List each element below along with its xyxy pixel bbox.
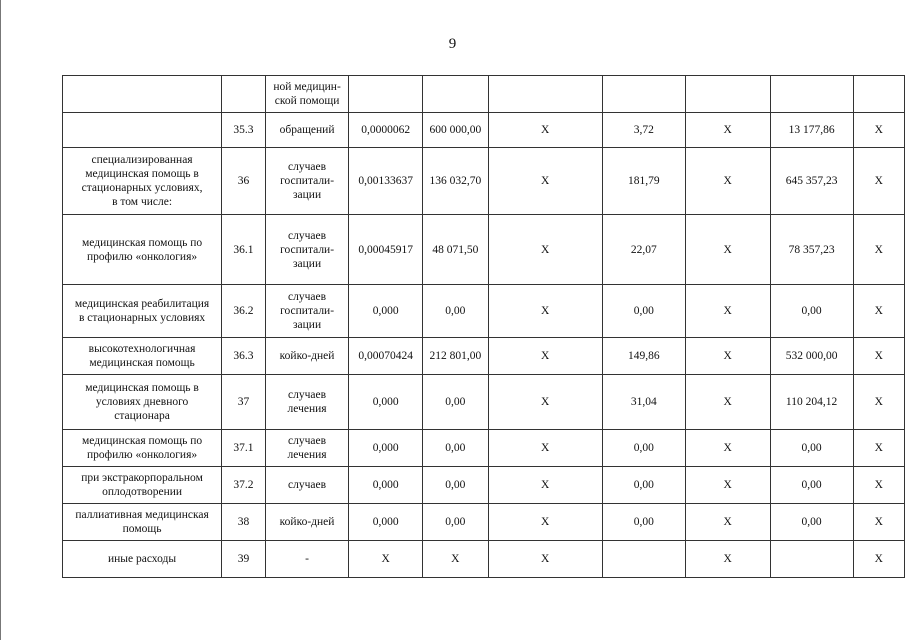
cell-col-7: X — [853, 430, 904, 467]
cell-col-2: 48 071,50 — [423, 215, 488, 285]
cell-col-5: X — [685, 467, 770, 504]
cell-col-2: 136 032,70 — [423, 148, 488, 215]
table-row — [63, 215, 905, 285]
cell-row-name — [63, 113, 222, 148]
table-row — [63, 541, 905, 578]
cell-col-3 — [488, 76, 602, 113]
cell-col-6: 0,00 — [770, 504, 853, 541]
left-margin-rule — [0, 0, 1, 640]
page-number: 9 — [448, 36, 457, 52]
cell-col-6 — [770, 541, 853, 578]
cell-col-1 — [349, 76, 423, 113]
cell-col-4 — [602, 76, 685, 113]
cell-unit: койко-дней — [265, 338, 349, 375]
cell-col-7: X — [853, 338, 904, 375]
cell-col-6: 645 357,23 — [770, 148, 853, 215]
cell-col-6: 0,00 — [770, 467, 853, 504]
cell-row-name: медицинская помощь в условиях дневного стационара — [63, 375, 222, 430]
cell-col-6 — [770, 76, 853, 113]
cell-col-2: 0,00 — [423, 504, 488, 541]
cell-col-5: X — [685, 215, 770, 285]
cell-col-7: X — [853, 215, 904, 285]
cell-col-2: 212 801,00 — [423, 338, 488, 375]
cell-col-4: 0,00 — [602, 285, 685, 338]
cell-col-1: 0,000 — [349, 504, 423, 541]
data-table — [62, 75, 905, 578]
cell-col-5: X — [685, 285, 770, 338]
table-row — [63, 338, 905, 375]
cell-col-2: 600 000,00 — [423, 113, 488, 148]
cell-col-3: X — [488, 375, 602, 430]
cell-col-2: 0,00 — [423, 467, 488, 504]
cell-col-1: 0,000 — [349, 430, 423, 467]
cell-col-4 — [602, 541, 685, 578]
cell-col-5: X — [685, 504, 770, 541]
cell-unit: случаев госпитали- зации — [265, 215, 349, 285]
cell-unit: случаев — [265, 467, 349, 504]
table-row — [63, 375, 905, 430]
cell-col-2: 0,00 — [423, 375, 488, 430]
cell-col-3: X — [488, 285, 602, 338]
cell-row-number: 36.2 — [222, 285, 266, 338]
cell-col-4: 181,79 — [602, 148, 685, 215]
cell-col-5: X — [685, 113, 770, 148]
cell-row-number — [222, 76, 266, 113]
cell-col-5: X — [685, 430, 770, 467]
cell-col-5: X — [685, 148, 770, 215]
cell-col-6: 0,00 — [770, 285, 853, 338]
cell-row-name: специализированная медицинская помощь в стационарных условиях, в том числе: — [63, 148, 222, 215]
cell-col-7: X — [853, 375, 904, 430]
cell-row-number: 37.2 — [222, 467, 266, 504]
cell-col-2: 0,00 — [423, 285, 488, 338]
cell-col-5: X — [685, 375, 770, 430]
table-row — [63, 467, 905, 504]
cell-col-1: 0,000 — [349, 375, 423, 430]
cell-unit: случаев лечения — [265, 375, 349, 430]
cell-col-3: X — [488, 215, 602, 285]
cell-col-1: 0,00133637 — [349, 148, 423, 215]
cell-col-2: X — [423, 541, 488, 578]
cell-col-4: 0,00 — [602, 504, 685, 541]
cell-col-1: X — [349, 541, 423, 578]
cell-col-7: X — [853, 285, 904, 338]
cell-col-1: 0,00070424 — [349, 338, 423, 375]
cell-col-1: 0,0000062 — [349, 113, 423, 148]
cell-row-name: медицинская реабилитация в стационарных условиях — [63, 285, 222, 338]
cell-unit: койко-дней — [265, 504, 349, 541]
cell-col-4: 31,04 — [602, 375, 685, 430]
cell-col-6: 0,00 — [770, 430, 853, 467]
cell-col-6: 78 357,23 — [770, 215, 853, 285]
cell-col-7: X — [853, 467, 904, 504]
cell-col-7: X — [853, 504, 904, 541]
cell-col-4: 149,86 — [602, 338, 685, 375]
cell-col-2: 0,00 — [423, 430, 488, 467]
cell-col-7: X — [853, 113, 904, 148]
cell-unit: случаев госпитали- зации — [265, 285, 349, 338]
table-row — [63, 430, 905, 467]
table-row — [63, 148, 905, 215]
cell-col-5: X — [685, 338, 770, 375]
cell-row-number: 36 — [222, 148, 266, 215]
cell-col-5 — [685, 76, 770, 113]
table-row — [63, 285, 905, 338]
cell-row-name: при экстракорпоральном оплодотворении — [63, 467, 222, 504]
cell-col-3: X — [488, 504, 602, 541]
cell-col-3: X — [488, 148, 602, 215]
table-row — [63, 113, 905, 148]
cell-col-1: 0,00045917 — [349, 215, 423, 285]
cell-row-name: иные расходы — [63, 541, 222, 578]
cell-unit: ной медицин- ской помощи — [265, 76, 349, 113]
cell-row-number: 36.3 — [222, 338, 266, 375]
cell-row-name: медицинская помощь по профилю «онкология» — [63, 430, 222, 467]
cell-col-3: X — [488, 113, 602, 148]
cell-col-7: X — [853, 541, 904, 578]
cell-col-7: X — [853, 148, 904, 215]
cell-col-6: 13 177,86 — [770, 113, 853, 148]
cell-col-1: 0,000 — [349, 285, 423, 338]
cell-row-name: высокотехнологичная медицинская помощь — [63, 338, 222, 375]
table-row — [63, 504, 905, 541]
cell-col-4: 0,00 — [602, 430, 685, 467]
cell-col-5: X — [685, 541, 770, 578]
cell-col-6: 110 204,12 — [770, 375, 853, 430]
cell-col-3: X — [488, 338, 602, 375]
cell-col-3: X — [488, 541, 602, 578]
cell-col-6: 532 000,00 — [770, 338, 853, 375]
cell-unit: - — [265, 541, 349, 578]
cell-col-1: 0,000 — [349, 467, 423, 504]
cell-row-name — [63, 76, 222, 113]
table-row — [63, 76, 905, 113]
cell-col-4: 3,72 — [602, 113, 685, 148]
cell-unit: случаев госпитали- зации — [265, 148, 349, 215]
cell-col-2 — [423, 76, 488, 113]
cell-row-number: 35.3 — [222, 113, 266, 148]
cell-col-4: 22,07 — [602, 215, 685, 285]
cell-row-name: паллиативная медицинская помощь — [63, 504, 222, 541]
cell-row-number: 37.1 — [222, 430, 266, 467]
cell-row-number: 39 — [222, 541, 266, 578]
cell-row-number: 36.1 — [222, 215, 266, 285]
cell-col-4: 0,00 — [602, 467, 685, 504]
cell-col-7 — [853, 76, 904, 113]
cell-col-3: X — [488, 467, 602, 504]
cell-col-3: X — [488, 430, 602, 467]
cell-row-number: 38 — [222, 504, 266, 541]
cell-unit: обращений — [265, 113, 349, 148]
cell-unit: случаев лечения — [265, 430, 349, 467]
cell-row-number: 37 — [222, 375, 266, 430]
cell-row-name: медицинская помощь по профилю «онкология» — [63, 215, 222, 285]
